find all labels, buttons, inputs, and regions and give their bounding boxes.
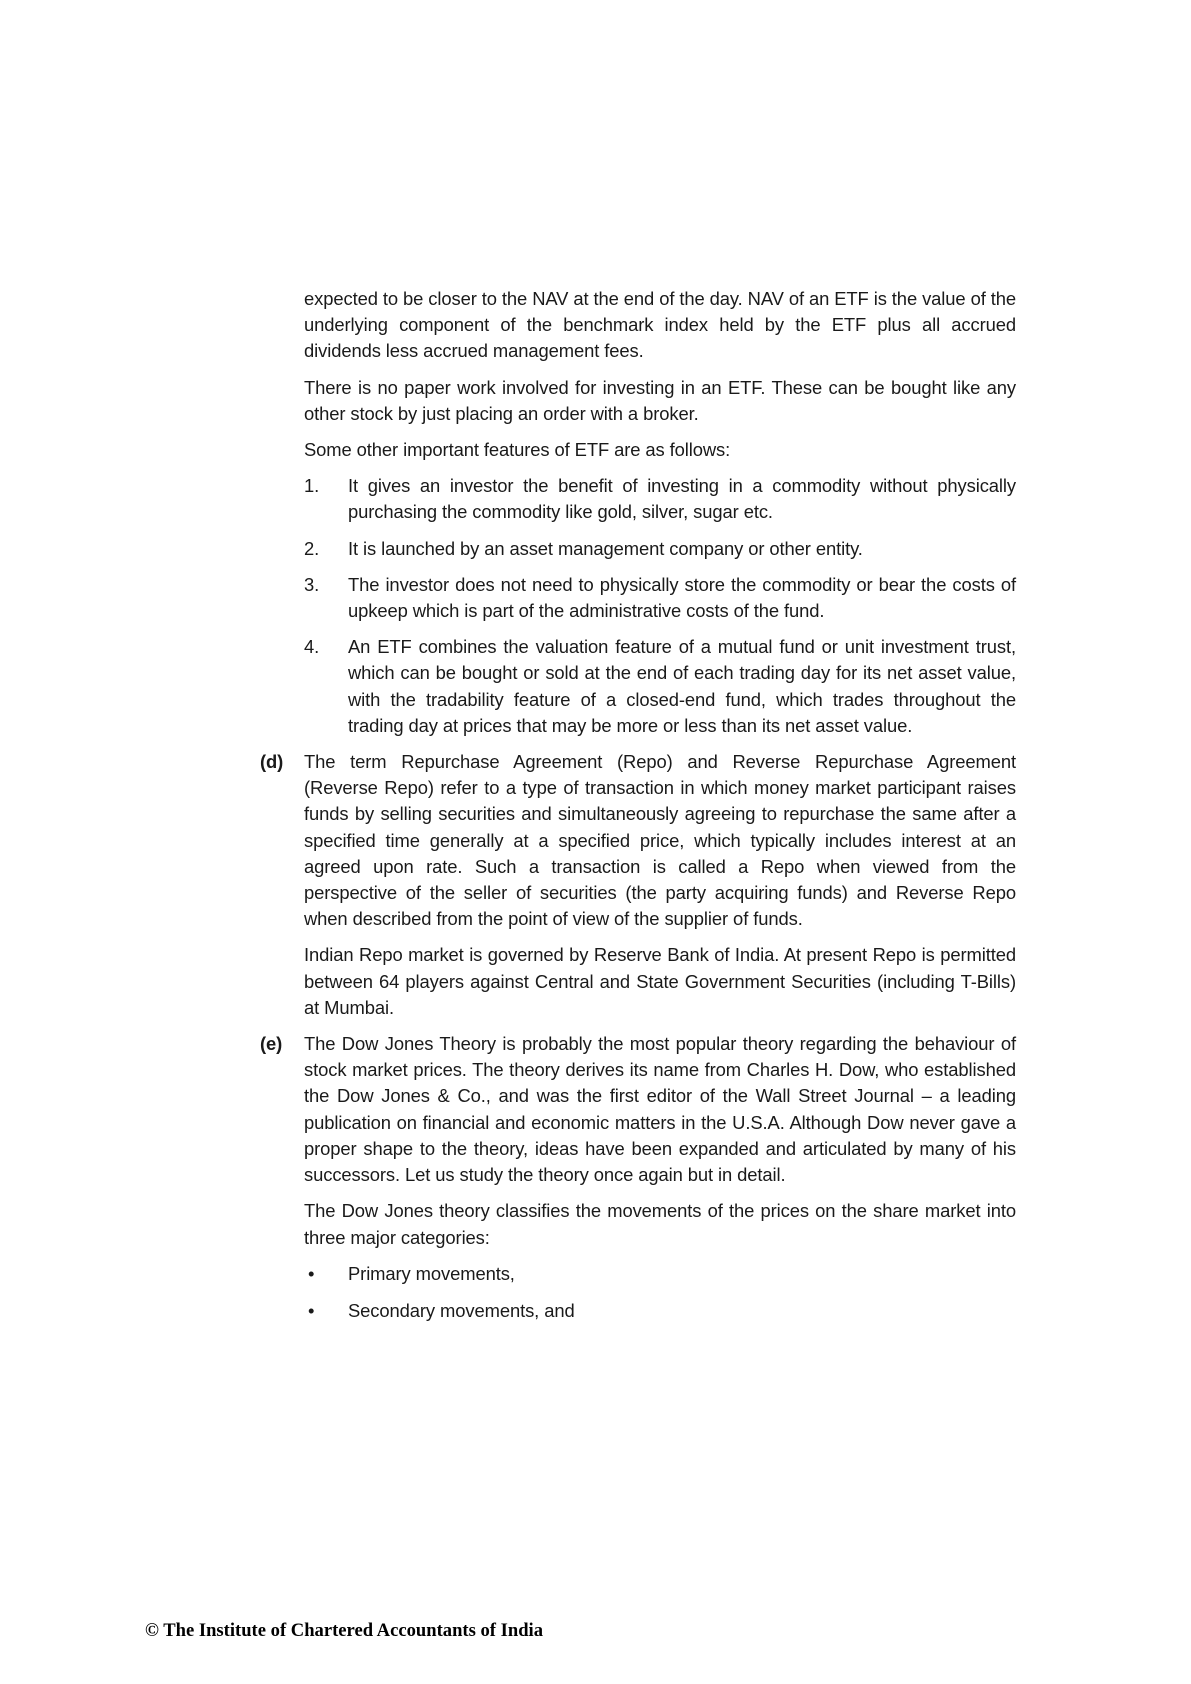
list-number: 1.	[304, 475, 320, 497]
dow-jones-theory-paragraph: The Dow Jones Theory is probably the most popular theory regarding the behaviour of stock market prices. The theory derives its name from Charles H. Dow, who established the Dow Jones & Co., and was the first editor of the Wall Street Journal – a leading publication on financial and economic matters in the U.S.A. Although Dow never gave a proper shape to the theory, ideas have been expanded and articulated by many of his successors. Let us study the theory once again but in detail.	[304, 1033, 1016, 1186]
list-number: 3.	[304, 573, 320, 595]
movements-list	[304, 1261, 1016, 1324]
etf-paperwork-paragraph: There is no paper work involved for investing in an ETF. These can be bought like any other stock by just placing an order with a broker.	[304, 376, 1016, 424]
bullet-icon: •	[308, 1299, 315, 1321]
list-text: It is launched by an asset management company or other entity.	[348, 537, 863, 559]
list-text: The investor does not need to physically store the commodity or bear the costs of upkeep which is part of the administrative costs of the fund.	[348, 573, 1016, 622]
list-text: Secondary movements, and	[348, 1299, 575, 1321]
etf-features-list	[304, 473, 1016, 739]
page-content	[260, 286, 1016, 1335]
list-item	[304, 1298, 1016, 1324]
dow-jones-classification-paragraph: The Dow Jones theory classifies the movements of the prices on the share market into three major categories:	[304, 1200, 1016, 1248]
indian-repo-paragraph: Indian Repo market is governed by Reserve Bank of India. At present Repo is permitted between 64 players against Central and State Government Securities (including T-Bills) at Mumbai.	[304, 944, 1016, 1018]
etf-features-intro: Some other important features of ETF are as follows:	[304, 439, 731, 461]
list-item	[304, 634, 1016, 739]
list-item	[304, 572, 1016, 624]
list-text: Primary movements,	[348, 1262, 515, 1284]
repo-definition-paragraph: The term Repurchase Agreement (Repo) and Reverse Repurchase Agreement (Reverse Repo) refer to a type of transaction in which money market participant raises funds by selling securities and simultaneously agreeing to repurchase the same after a specified time generally at a specified price, which typically includes interest at an agreed upon rate. Such a transaction is called a Repo when viewed from the perspective of the seller of securities (the party acquiring funds) and Reverse Repo when described from the point of view of the supplier of funds.	[304, 751, 1016, 930]
list-text: It gives an investor the benefit of investing in a commodity without physically purchasing the commodity like gold, silver, sugar etc.	[348, 475, 1016, 523]
section-label-e: (e)	[260, 1033, 283, 1055]
list-text: An ETF combines the valuation feature of a mutual fund or unit investment trust, which can be bought or sold at the end of each trading day for its net asset value, with the tradability feature of a closed-end fund, which trades throughout the trading day at prices that may be more or less than its net asset value.	[348, 636, 1016, 736]
bullet-icon: •	[308, 1262, 315, 1284]
list-number: 4.	[304, 636, 320, 658]
etf-nav-paragraph: expected to be closer to the NAV at the end of the day. NAV of an ETF is the value of the underlying component of the benchmark index held by the ETF plus all accrued dividends less accrued management fees.	[304, 288, 1016, 362]
page-footer: © The Institute of Chartered Accountants of India	[145, 1620, 544, 1641]
section-e	[260, 1031, 1016, 1324]
section-d	[260, 749, 1016, 1021]
list-item	[304, 536, 1016, 562]
list-item	[304, 1261, 1016, 1287]
list-number: 2.	[304, 537, 320, 559]
list-item	[304, 473, 1016, 525]
section-label-d: (d)	[260, 751, 284, 773]
